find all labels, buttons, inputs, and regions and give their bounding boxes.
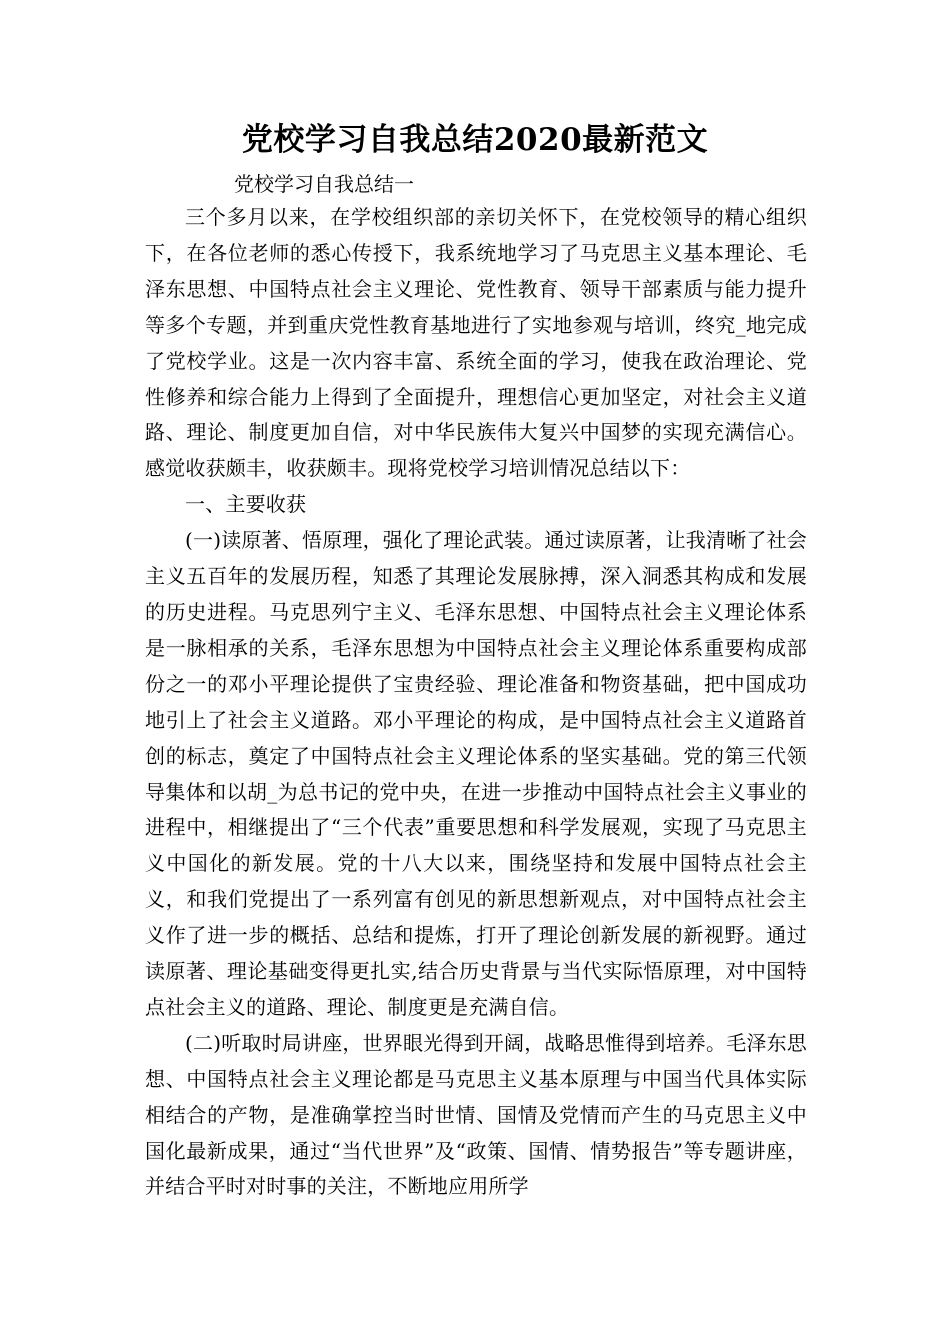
document-body (145, 200, 807, 1205)
paragraph-reading-originals: (一)读原著、悟原理，强化了理论武装。通过读原著，让我清晰了社会主义五百年的发展历程，知悉了其理论发展脉搏，深入洞悉其构成和发展的历史进程。马克思列宁主义、毛泽东思想、中国特点社会主义理论体系是一脉相承的关系，毛泽东思想为中国特点社会主义理论体系重要构成部份之一的邓小平理论提供了宝贵经验、理论准备和物资基础，把中国成功地引上了社会主义道路。邓小平理论的构成，是中国特点社会主义道路首创的标志，奠定了中国特点社会主义理论体系的坚实基础。党的第三代领导集体和以胡_为总书记的党中央，在进一步推动中国特点社会主义事业的进程中，相继提出了“三个代表”重要思想和科学发展观，实现了马克思主义中国化的新发展。党的十八大以来，围绕坚持和发展中国特点社会主义，和我们党提出了一系列富有创见的新思想新观点，对中国特点社会主义作了进一步的概括、总结和提炼，打开了理论创新发展的新视野。通过读原著、理论基础变得更扎实,结合历史背景与当代实际悟原理，对中国特点社会主义的道路、理论、制度更是充满自信。 (145, 528, 808, 1019)
paragraph-intro: 三个多月以来，在学校组织部的亲切关怀下，在党校领导的精心组织下，在各位老师的悉心传授下，我系统地学习了马克思主义基本理论、毛泽东思想、中国特点社会主义理论、党性教育、领导干部素质与能力提升等多个专题，并到重庆党性教育基地进行了实地参观与培训，终究_地完成了党校学业。这是一次内容丰富、系统全面的学习，使我在政治理论、党性修养和综合能力上得到了全面提升，理想信心更加坚定，对社会主义道路、理论、制度更加自信，对中华民族伟大复兴中国梦的实现充满信心。感觉收获颇丰，收获颇丰。现将党校学习培训情况总结以下： (145, 205, 807, 481)
document-subtitle: 党校学习自我总结一 (234, 172, 414, 196)
section-heading-main-gains: 一、主要收获 (185, 492, 307, 517)
document-title: 党校学习自我总结2020最新范文 (241, 122, 709, 158)
paragraph-current-affairs-lectures: (二)听取时局讲座，世界眼光得到开阔，战略思惟得到培养。毛泽东思想、中国特点社会主义理论都是马克思主义基本原理与中国当代具体实际相结合的产物，是准确掌控当时世情、国情及党情而产生的马克思主义中国化最新成果，通过“当代世界”及“政策、国情、情势报告”等专题讲座，并结合平时对时事的关注，不断地应用所学 (145, 1030, 808, 1199)
